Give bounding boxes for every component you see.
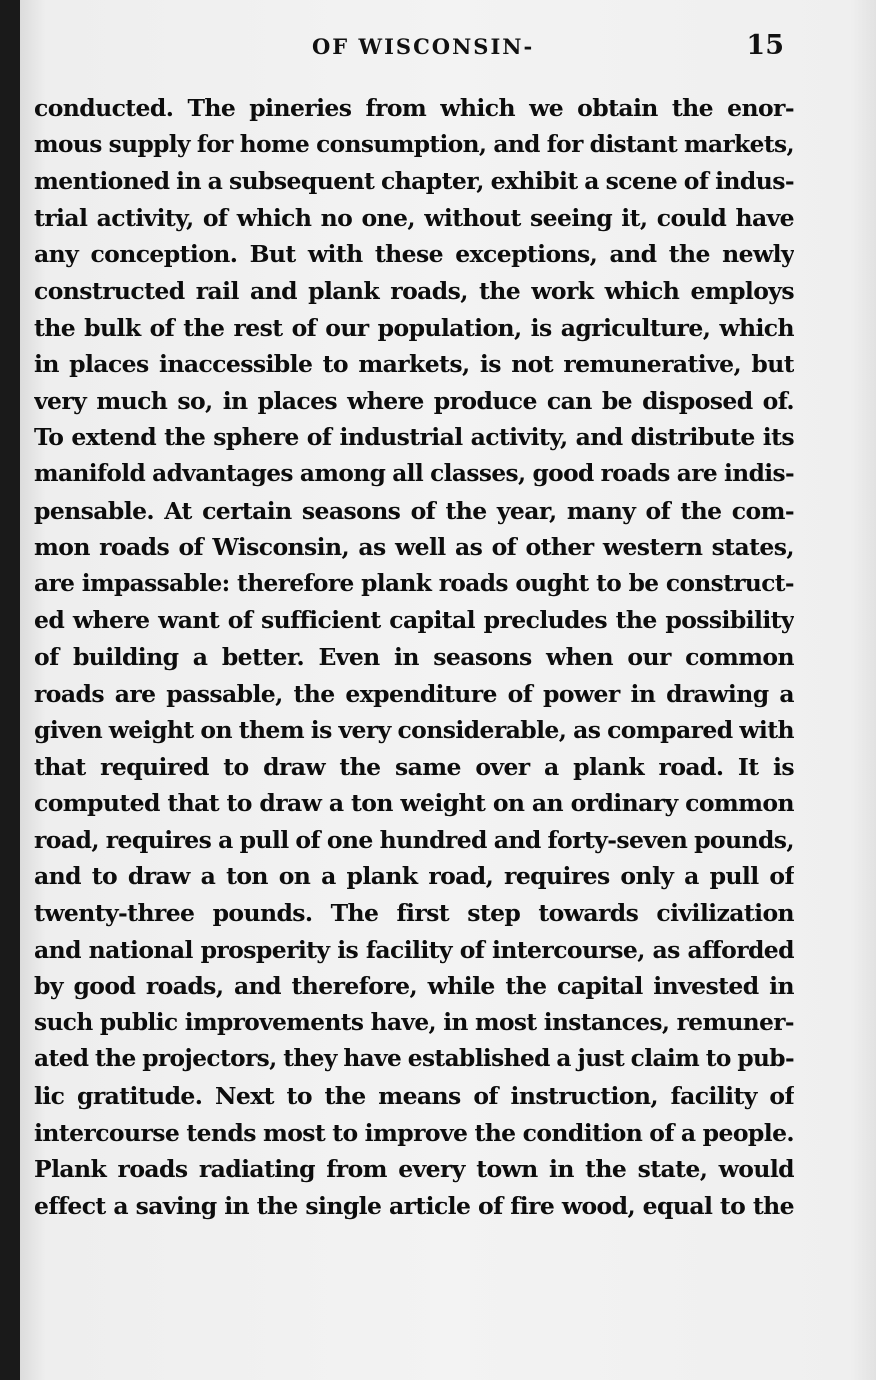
page-number: 15 <box>746 30 784 61</box>
text-line: such public improvements have, in most instances, remuner- <box>34 1008 794 1036</box>
text-line: twenty-three pounds. The first step towards civilization <box>34 899 794 928</box>
text-line: of building a better. Even in seasons when our common <box>34 642 794 671</box>
text-line: the bulk of the rest of our population, is agriculture, which <box>34 313 794 342</box>
text-line: mon roads of Wisconsin, as well as of other western states, <box>34 533 794 562</box>
running-head: OF WISCONSIN- <box>312 34 535 59</box>
text-line: that required to draw the same over a plank road. It is <box>34 752 794 781</box>
text-line: constructed rail and plank roads, the work which employs <box>34 276 794 305</box>
text-line: trial activity, of which no one, without seeing it, could have <box>34 203 794 232</box>
text-line: mentioned in a subsequent chapter, exhibit a scene of indus- <box>34 167 794 196</box>
text-line: To extend the sphere of industrial activity, and distribute its <box>34 423 794 452</box>
text-line: mous supply for home consumption, and for distant markets, <box>34 130 794 158</box>
text-line: effect a saving in the single article of fire wood, equal to the <box>34 1191 794 1220</box>
text-line: are impassable: therefore plank roads ought to be construct- <box>34 569 794 597</box>
text-line: in places inaccessible to markets, is not remunerative, but <box>34 350 794 379</box>
text-line: and national prosperity is facility of intercourse, as afforded <box>34 935 794 964</box>
text-line: roads are passable, the expenditure of power in drawing a <box>34 679 794 708</box>
text-line: manifold advantages among all classes, good roads are indis- <box>34 459 794 487</box>
text-line: pensable. At certain seasons of the year, many of the com- <box>34 496 794 525</box>
text-line: ated the projectors, they have established a just claim to pub- <box>34 1045 794 1073</box>
text-line: intercourse tends most to improve the condition of a people. <box>34 1118 794 1147</box>
text-line: lic gratitude. Next to the means of instruction, facility of <box>34 1082 794 1111</box>
page-header <box>20 28 876 64</box>
text-line: Plank roads radiating from every town in the state, would <box>34 1155 794 1184</box>
text-line: computed that to draw a ton weight on an ordinary common <box>34 789 794 818</box>
body-text <box>34 90 794 1224</box>
text-line: and to draw a ton on a plank road, requires only a pull of <box>34 862 794 891</box>
text-line: given weight on them is very considerable, as compared with <box>34 716 794 745</box>
text-line: any conception. But with these exceptions, and the newly <box>34 240 794 269</box>
text-line: ed where want of sufficient capital precludes the possibility <box>34 606 794 635</box>
text-line: conducted. The pineries from which we obtain the enor- <box>34 94 794 122</box>
text-line: very much so, in places where produce can be disposed of. <box>34 386 794 415</box>
text-line: by good roads, and therefore, while the capital invested in <box>34 972 794 1001</box>
text-line: road, requires a pull of one hundred and forty-seven pounds, <box>34 825 794 854</box>
book-page <box>20 0 876 1380</box>
